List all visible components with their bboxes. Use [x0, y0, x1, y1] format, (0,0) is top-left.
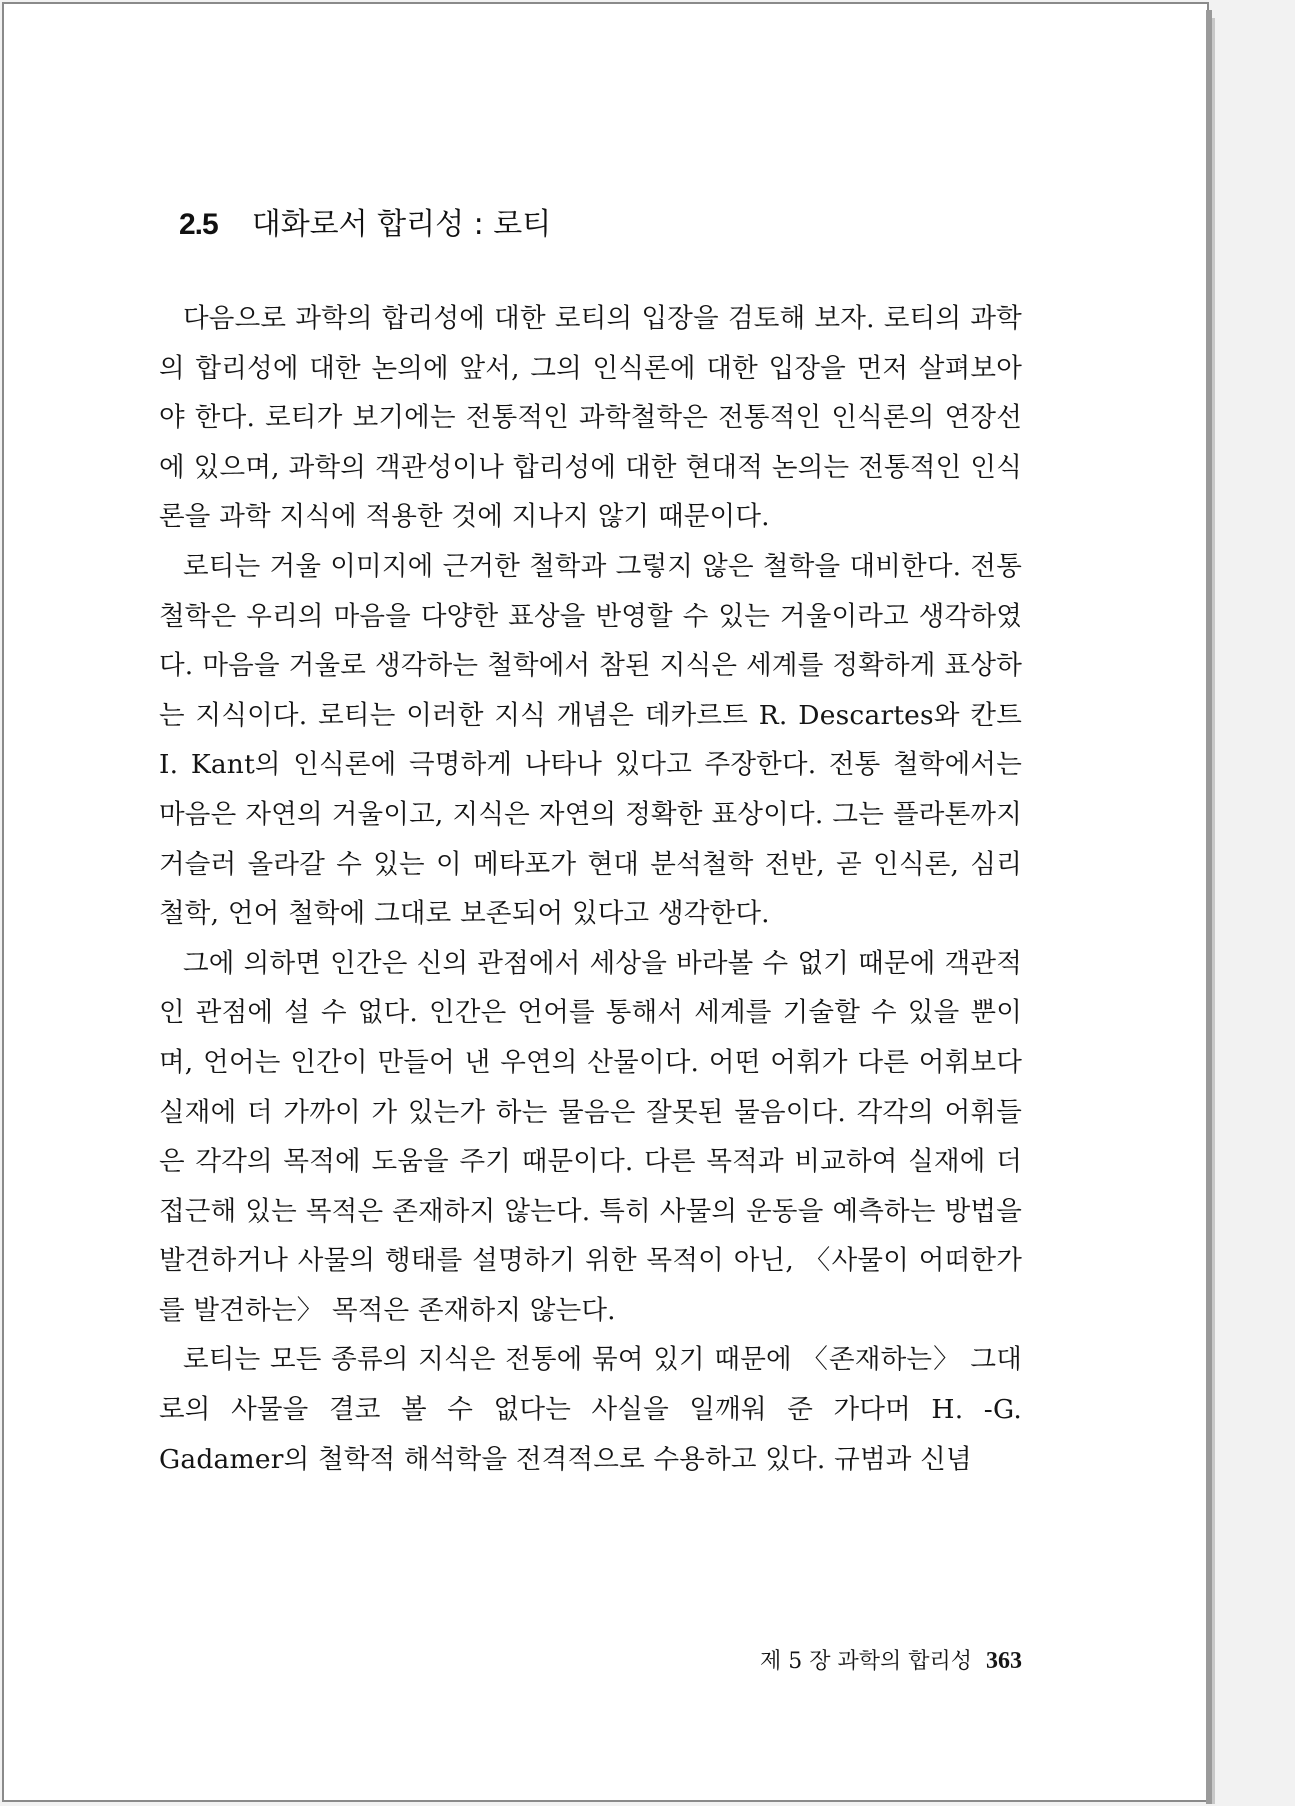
section-title: 대화로서 합리성 : 로티: [251, 207, 552, 242]
section-heading: [179, 199, 551, 243]
paragraph-4: 로티는 모든 종류의 지식은 전통에 묶여 있기 때문에 〈존재하는〉 그대로의 사물을 결코 볼 수 없다는 사실을 일깨워 준 가다머 H. -G. Gadamer의 철학적 해석학을 전격적으로 수용하고 있다. 규범과 신념: [159, 1344, 1022, 1475]
book-page: [2, 2, 1209, 1802]
paragraph-3: 그에 의하면 인간은 신의 관점에서 세상을 바라볼 수 없기 때문에 객관적인 관점에 설 수 없다. 인간은 언어를 통해서 세계를 기술할 수 있을 뿐이며, 언어는 인간이 만들어 낸 우연의 산물이다. 어떤 어휘가 다른 어휘보다 실재에 더 가까이 가 있는가 하는 물음은 잘못된 물음이다. 각각의 어휘들은 각각의 목적에 도움을 주기 때문이다. 다른 목적과 비교하여 실재에 더 접근해 있는 목적은 존재하지 않는다. 특히 사물의 운동을 예측하는 방법을 발견하거나 사물의 행태를 설명하기 위한 목적이 아닌, 〈사물이 어떠한가를 발견하는〉 목적은 존재하지 않는다.: [159, 947, 1022, 1326]
section-number: 2.5: [179, 208, 218, 241]
body-text: [159, 294, 1022, 1484]
page-footer: [749, 1644, 1022, 1675]
page-number: 363: [986, 1648, 1022, 1674]
page-edge-inner: [1212, 18, 1215, 1804]
chapter-running-title: 제 5 장 과학의 합리성: [760, 1649, 972, 1674]
paragraph-1: 다음으로 과학의 합리성에 대한 로티의 입장을 검토해 보자. 로티의 과학의 합리성에 대한 논의에 앞서, 그의 인식론에 대한 입장을 먼저 살펴보아야 한다. 로티가 보기에는 전통적인 과학철학은 전통적인 인식론의 연장선에 있으며, 과학의 객관성이나 합리성에 대한 현대적 논의는 전통적인 인식론을 과학 지식에 적용한 것에 지나지 않기 때문이다.: [159, 303, 1022, 533]
paragraph-2: 로티는 거울 이미지에 근거한 철학과 그렇지 않은 철학을 대비한다. 전통 철학은 우리의 마음을 다양한 표상을 반영할 수 있는 거울이라고 생각하였다. 마음을 거울로 생각하는 철학에서 참된 지식은 세계를 정확하게 표상하는 지식이다. 로티는 이러한 지식 개념은 데카르트 R. Descartes와 칸트 I. Kant의 인식론에 극명하게 나타나 있다고 주장한다. 전통 철학에서는 마음은 자연의 거울이고, 지식은 자연의 정확한 표상이다. 그는 플라톤까지 거슬러 올라갈 수 있는 이 메타포가 현대 분석철학 전반, 곧 인식론, 심리 철학, 언어 철학에 그대로 보존되어 있다고 생각한다.: [159, 550, 1022, 930]
